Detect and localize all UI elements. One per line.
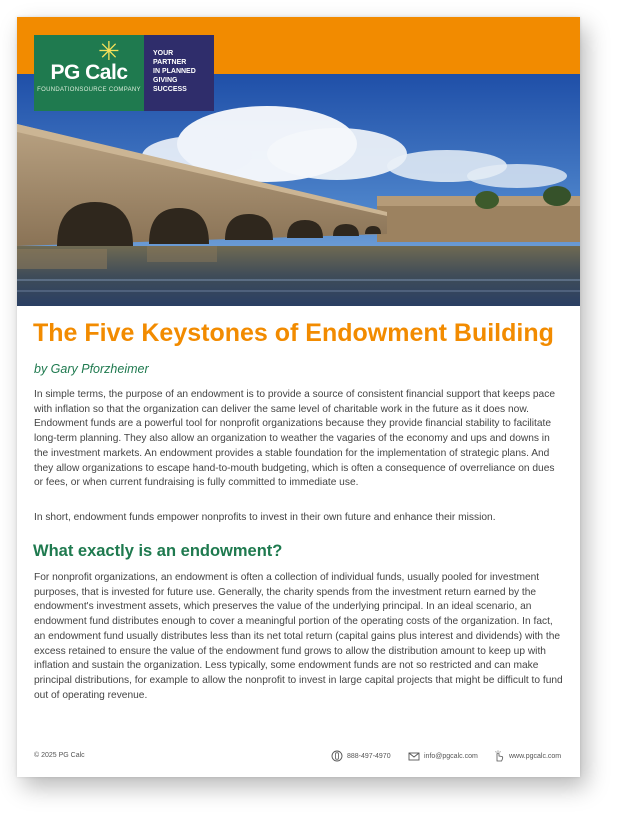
website-url: www.pgcalc.com	[509, 752, 562, 760]
copyright-text: © 2025 PG Calc	[34, 752, 85, 759]
tagline-box	[144, 35, 214, 111]
section-heading: What exactly is an endowment?	[33, 542, 283, 560]
phone-number: 888-497-4970	[347, 752, 391, 760]
tagline-text: YOUR PARTNER IN PLANNED GIVING SUCCESS	[153, 50, 196, 93]
article-byline: by Gary Pforzheimer	[34, 362, 149, 376]
pg-calc-logo	[34, 35, 144, 111]
intro-paragraph: In simple terms, the purpose of an endowment is to provide a source of consistent financial support that keeps pace with inflation so that the organization can deliver the same level of charitable work in the future as it does now. Endowment funds are a powerful tool for nonprofit organizations because they provide financial stability to facilitate long-term planning. They also allow an organization to weather the vagaries of the economy and ups and downs in the investment markets. An endowment provides a stable foundation for the implementation of strategic plans. And they allow organizations to escape hand-to-mouth budgeting, which is often a consequence of overreliance on dues or fees, or when current fundraising is fully committed to immediate use.	[34, 389, 555, 489]
footer-phone[interactable]	[331, 750, 391, 762]
sparkle-star-icon: ✳	[98, 36, 120, 66]
envelope-icon	[408, 750, 420, 762]
email-address: info@pgcalc.com	[424, 752, 478, 760]
summary-paragraph: In short, endowment funds empower nonprofits to invest in their own future and enhance their mission.	[34, 512, 496, 523]
footer-email[interactable]	[408, 750, 478, 762]
logo-name: PG Calc	[50, 61, 128, 84]
phone-icon	[331, 750, 343, 762]
document-page	[17, 17, 580, 777]
article-title: The Five Keystones of Endowment Building	[33, 319, 554, 347]
cursor-hand-icon	[493, 750, 505, 762]
page-footer	[34, 750, 564, 764]
definition-paragraph: For nonprofit organizations, an endowment is often a collection of individual funds, usually pooled for investment purposes, that is invested for future use. Generally, the charity spends from the investment return earned by the endowment's investment assets, which preserves the value of the underlying principal. In an ideal scenario, an endowment fund distributes enough to cover a meaningful portion of the operating costs of the organization. In fact, an endowment fund usually distributes less than its net total return (capital gains plus interest and dividends) with the excess retained to ensure the value of the endowment fund grows to allow the distribution amount to keep up with inflation and sustain the organization. Less typically, some endowment funds are not so restricted and can make principal distributions, for example to allow the nonprofit to invest in large capital projects that might be difficult to fund out of operating revenue.	[34, 572, 563, 701]
logo-subtitle: FOUNDATIONSOURCE COMPANY	[37, 87, 141, 93]
footer-website[interactable]	[493, 750, 561, 762]
